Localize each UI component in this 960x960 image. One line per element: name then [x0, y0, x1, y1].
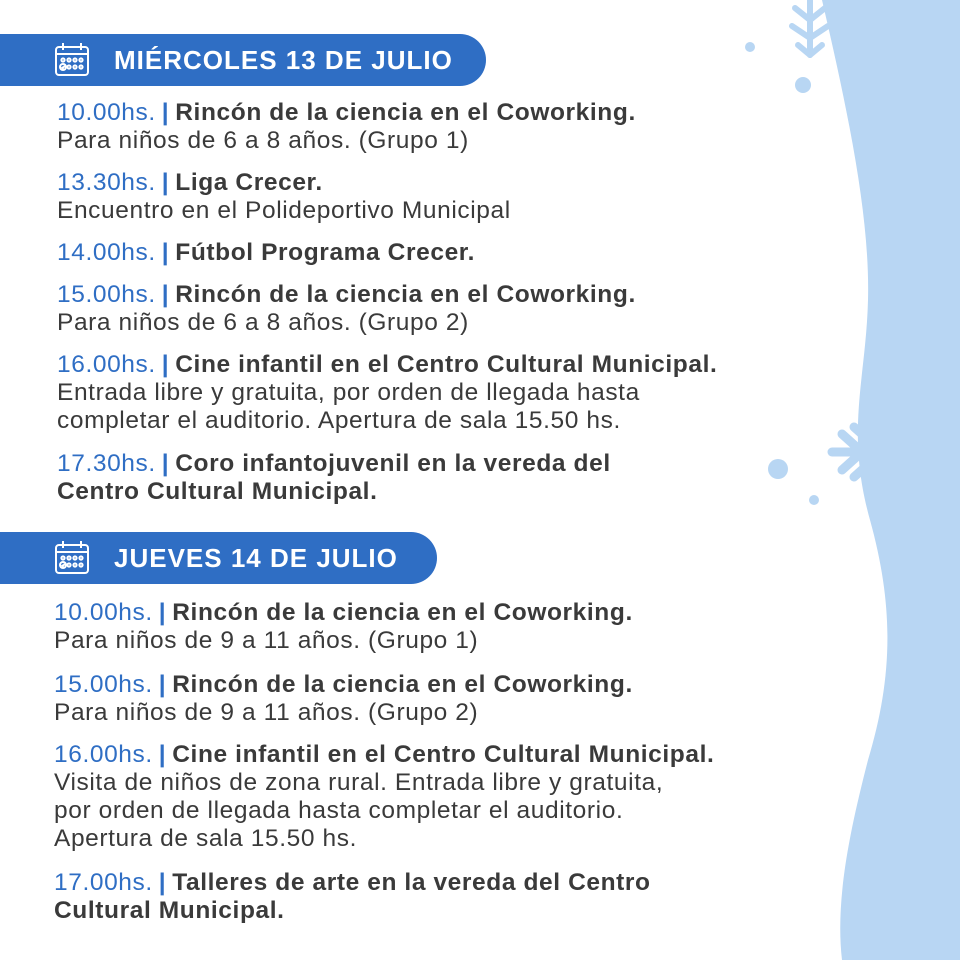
event-time: 16.00hs.: [57, 351, 156, 378]
event-time: 10.00hs.: [54, 599, 153, 626]
event-item: [57, 450, 611, 506]
snowflake-icon: [822, 372, 960, 532]
snowflake-icon: [780, 0, 840, 70]
event-time: 17.30hs.: [57, 450, 156, 477]
event-item: [54, 741, 714, 853]
separator: |: [158, 869, 167, 896]
calendar-icon: [52, 538, 92, 578]
separator: |: [158, 599, 167, 626]
day-title: JUEVES 14 DE JULIO: [114, 542, 398, 573]
event-time: 15.00hs.: [57, 281, 156, 308]
event-title: Cine infantil en el Centro Cultural Municipal.: [175, 351, 718, 378]
event-description: Encuentro en el Polideportivo Municipal: [57, 197, 511, 224]
event-time: 14.00hs.: [57, 239, 156, 266]
event-title: Centro Cultural Municipal.: [57, 478, 378, 505]
event-title: Rincón de la ciencia en el Coworking.: [172, 599, 633, 626]
event-item: [57, 169, 511, 225]
event-title: Liga Crecer.: [175, 169, 323, 196]
event-description: Para niños de 9 a 11 años. (Grupo 1): [54, 627, 479, 654]
event-time: 16.00hs.: [54, 741, 153, 768]
event-description: Apertura de sala 15.50 hs.: [54, 825, 357, 852]
event-item: [57, 281, 636, 337]
event-time: 17.00hs.: [54, 869, 153, 896]
separator: |: [161, 99, 170, 126]
decor-dot: [768, 459, 788, 479]
event-item: [54, 599, 633, 655]
event-description: Visita de niños de zona rural. Entrada libre y gratuita,: [54, 769, 664, 796]
day-header: [0, 532, 437, 584]
separator: |: [158, 741, 167, 768]
event-title: Fútbol Programa Crecer.: [175, 239, 475, 266]
event-item: [54, 671, 633, 727]
event-item: [57, 351, 717, 435]
decor-dot: [795, 77, 811, 93]
event-item: [57, 99, 636, 155]
snowflake-icon: [845, 880, 960, 960]
event-item: [57, 239, 475, 267]
decor-dot: [809, 495, 819, 505]
event-title: Rincón de la ciencia en el Coworking.: [175, 281, 636, 308]
event-title: Talleres de arte en la vereda del Centro: [172, 869, 651, 896]
event-description: Para niños de 6 a 8 años. (Grupo 1): [57, 127, 469, 154]
separator: |: [158, 671, 167, 698]
calendar-icon: [52, 40, 92, 80]
event-time: 10.00hs.: [57, 99, 156, 126]
event-title: Cultural Municipal.: [54, 897, 285, 924]
event-time: 15.00hs.: [54, 671, 153, 698]
event-description: Para niños de 9 a 11 años. (Grupo 2): [54, 699, 479, 726]
event-description: Entrada libre y gratuita, por orden de llegada hasta: [57, 379, 640, 406]
day-header: [0, 34, 486, 86]
event-title: Rincón de la ciencia en el Coworking.: [172, 671, 633, 698]
event-time: 13.30hs.: [57, 169, 156, 196]
separator: |: [161, 450, 170, 477]
event-title: Cine infantil en el Centro Cultural Municipal.: [172, 741, 715, 768]
event-title: Rincón de la ciencia en el Coworking.: [175, 99, 636, 126]
day-title: MIÉRCOLES 13 DE JULIO: [114, 44, 453, 75]
separator: |: [161, 281, 170, 308]
decor-dot: [745, 42, 755, 52]
event-description: completar el auditorio. Apertura de sala 15.50 hs.: [57, 407, 621, 434]
separator: |: [161, 169, 170, 196]
event-item: [54, 869, 651, 925]
event-description: por orden de llegada hasta completar el auditorio.: [54, 797, 624, 824]
separator: |: [161, 351, 170, 378]
event-title: Coro infantojuvenil en la vereda del: [175, 450, 611, 477]
event-description: Para niños de 6 a 8 años. (Grupo 2): [57, 309, 469, 336]
separator: |: [161, 239, 170, 266]
